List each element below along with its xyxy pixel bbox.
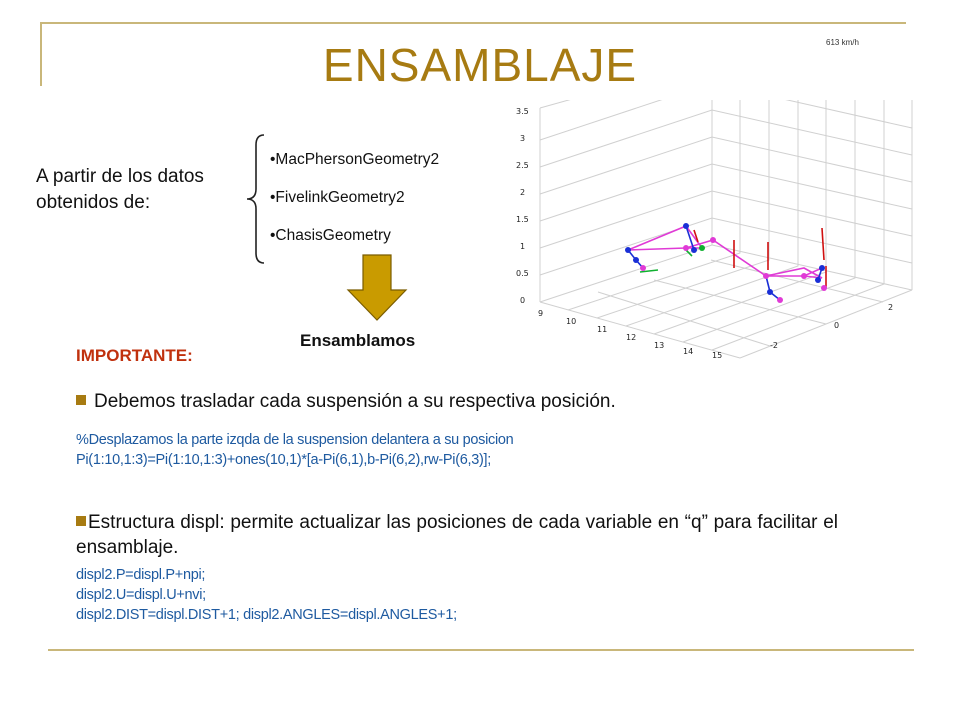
joint-point [699, 245, 705, 251]
source-item-chasis: •ChasisGeometry [270, 227, 391, 244]
joint-point [625, 247, 631, 253]
joint-point [683, 223, 689, 229]
speed-readout: 613 km/h [826, 38, 859, 47]
z-tick: 3 [520, 134, 526, 143]
code-line: displ2.DIST=displ.DIST+1; displ2.ANGLES=displ.ANGLES+1; [76, 607, 457, 623]
joint-point [683, 245, 689, 251]
x-tick: 9 [538, 309, 544, 318]
source-item-macpherson: •MacPhersonGeometry2 [270, 151, 440, 168]
y-tick: 0 [834, 321, 840, 330]
z-tick: 0.5 [516, 269, 529, 278]
down-arrow-icon [346, 254, 408, 322]
code-block-desplazamos [76, 430, 513, 470]
bullet-trasladar [76, 390, 616, 414]
intro-line-1: A partir de los datos [36, 166, 204, 187]
joint-point [819, 265, 825, 271]
ensamblamos-label: Ensamblamos [300, 331, 416, 350]
joint-point [801, 273, 807, 279]
x-tick: 11 [597, 325, 608, 334]
plot-z-ticks [516, 107, 529, 305]
joint-point [777, 297, 783, 303]
joint-point [763, 273, 769, 279]
curly-brace-icon [244, 133, 266, 265]
x-tick: 14 [683, 347, 694, 356]
joint-point [767, 289, 773, 295]
plot-grid [540, 100, 912, 358]
frame-bottom-line [48, 649, 914, 651]
intro-text [36, 164, 204, 216]
joint-point [710, 237, 716, 243]
intro-line-2: obtenidos de: [36, 192, 151, 213]
bullet-trasladar-text: Debemos trasladar cada suspensión a su respectiva posición. [94, 391, 616, 412]
y-tick: -2 [770, 341, 778, 350]
code-block-displ [76, 565, 457, 625]
joint-point [821, 285, 827, 291]
assembly-3d-plot [508, 100, 920, 362]
x-tick: 13 [654, 341, 665, 350]
y-tick: 2 [888, 303, 894, 312]
joint-point [691, 247, 697, 253]
x-tick: 12 [626, 333, 637, 342]
frame-top-line [40, 22, 906, 24]
code-line: %Desplazamos la parte izqda de la suspension delantera a su posicion [76, 432, 514, 448]
bullet-estructura [76, 510, 838, 560]
code-line: Pi(1:10,1:3)=Pi(1:10,1:3)+ones(10,1)*[a-Pi(6,1),b-Pi(6,2),rw-Pi(6,3)]; [76, 452, 491, 468]
slide-title: ENSAMBLAJE [322, 39, 638, 91]
plot-y-ticks [770, 303, 893, 350]
bullet-square-icon [76, 516, 86, 526]
important-heading: IMPORTANTE: [76, 346, 193, 365]
z-tick: 1 [520, 242, 526, 251]
x-tick: 15 [712, 351, 723, 360]
plot-x-ticks [538, 309, 722, 360]
z-tick: 2.5 [516, 161, 529, 170]
z-tick: 2 [520, 188, 526, 197]
source-list [270, 148, 439, 262]
code-line: displ2.P=displ.P+npi; [76, 567, 206, 583]
z-tick: 1.5 [516, 215, 529, 224]
joint-point [633, 257, 639, 263]
x-tick: 10 [566, 317, 577, 326]
joint-point [815, 277, 821, 283]
bullet-estructura-text: Estructura displ: permite actualizar las posiciones de cada variable en “q” para facilitar el ensamblaje. [76, 512, 838, 558]
source-item-fivelink: •FivelinkGeometry2 [270, 189, 405, 206]
code-line: displ2.U=displ.U+nvi; [76, 587, 206, 603]
joint-point [640, 265, 646, 271]
bullet-square-icon [76, 395, 86, 405]
z-tick: 3.5 [516, 107, 529, 116]
series-ground-links [640, 250, 692, 272]
z-tick: 0 [520, 296, 526, 305]
